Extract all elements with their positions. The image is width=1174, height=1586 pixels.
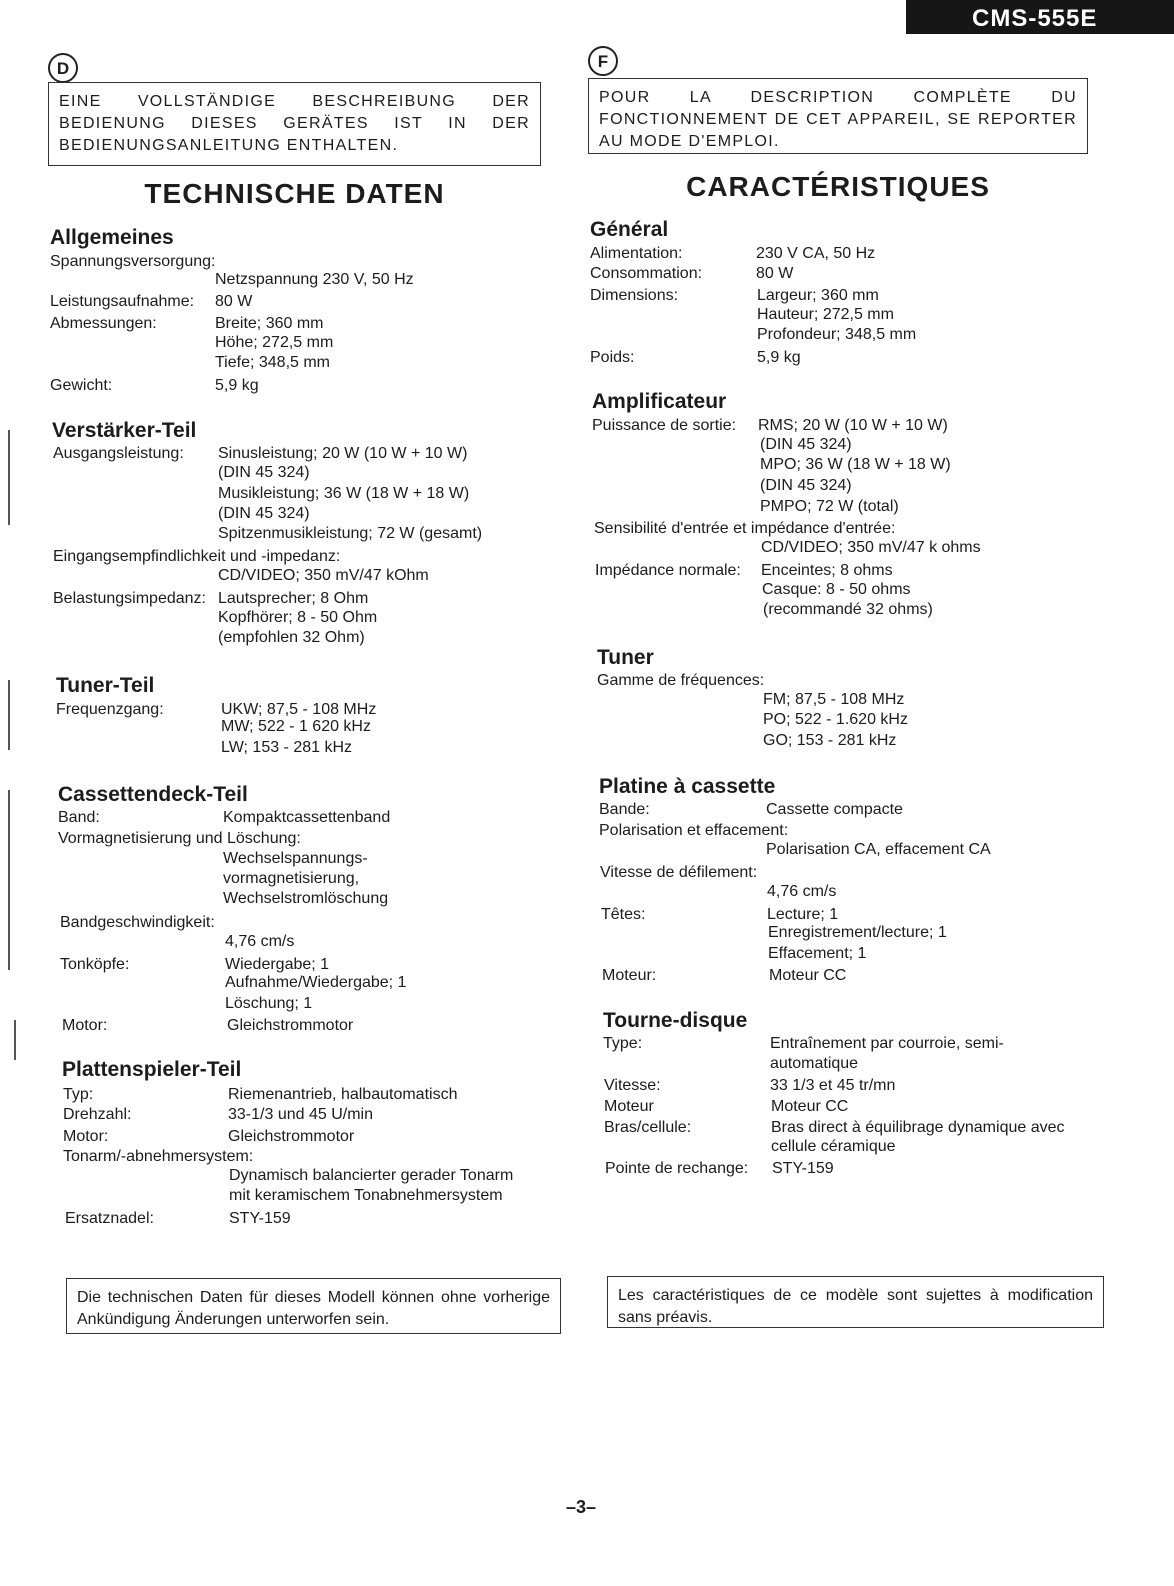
spec-label: Motor: [62,1017,108,1034]
spec-value: Riemenantrieb, halbautomatisch [228,1086,458,1103]
spec-value: Bras direct à équilibrage dynamique avec [771,1119,1065,1136]
section-heading-turntable: Tourne-disque [603,1009,748,1032]
scan-edge-mark [8,790,10,970]
spec-value: MPO; 36 W (18 W + 18 W) [760,456,951,473]
spec-value: STY-159 [229,1210,291,1227]
spec-change-notice: Die technischen Daten für dieses Modell können ohne vorherige Ankündigung Änderungen unterworfen sein. [66,1278,561,1334]
spec-label: Dimensions: [590,287,679,304]
spec-value: Polarisation CA, effacement CA [766,841,991,858]
spec-value: Entraînement par courroie, semi- [770,1035,1004,1052]
section-heading-amplifier: Amplificateur [592,390,727,413]
spec-label: Vitesse de défilement: [600,864,758,881]
spec-label: Ausgangsleistung: [53,445,184,462]
spec-value: (DIN 45 324) [760,436,852,453]
section-heading-cassette: Platine à cassette [599,775,776,798]
spec-value: Moteur CC [769,967,847,984]
spec-label: Polarisation et effacement: [599,822,789,839]
spec-value: Wechselspannungs- [223,850,368,867]
language-marker-f: F [588,46,618,76]
spec-value: 5,9 kg [215,377,259,394]
spec-label: Moteur [604,1098,654,1115]
spec-value: 4,76 cm/s [767,883,837,900]
scan-edge-mark [8,430,10,525]
spec-value: Tiefe; 348,5 mm [215,354,331,371]
spec-value: Netzspannung 230 V, 50 Hz [215,271,414,288]
section-heading-turntable: Plattenspieler-Teil [62,1058,242,1081]
spec-change-notice: Les caractéristiques de ce modèle sont sujettes à modification sans préavis. [607,1276,1104,1328]
model-number: CMS-555E [972,5,1098,32]
section-heading-general: Allgemeines [50,226,174,249]
section-heading-amplifier: Verstärker-Teil [52,419,197,442]
spec-label: Poids: [590,349,635,366]
spec-value: cellule céramique [771,1138,896,1155]
spec-value: PMPO; 72 W (total) [760,498,899,515]
spec-value: Gleichstrommotor [228,1128,355,1145]
spec-value: MW; 522 - 1 620 kHz [221,718,371,735]
spec-value: Enregistrement/lecture; 1 [768,924,947,941]
spec-value: (empfohlen 32 Ohm) [218,629,365,646]
spec-value: FM; 87,5 - 108 MHz [763,691,905,708]
spec-label: Bande: [599,801,650,818]
spec-value: STY-159 [772,1160,834,1177]
spec-value: 80 W [215,293,253,310]
spec-label: Tonarm/-abnehmersystem: [63,1148,254,1165]
section-heading-tuner: Tuner-Teil [56,674,155,697]
spec-label: Moteur: [602,967,657,984]
spec-label: Eingangsempfindlichkeit und -impedanz: [53,548,341,565]
spec-label: Drehzahl: [63,1106,132,1123]
spec-value: CD/VIDEO; 350 mV/47 kOhm [218,567,429,584]
scan-edge-mark [8,680,10,750]
spec-value: CD/VIDEO; 350 mV/47 k ohms [761,539,981,556]
operation-notice-box: EINE VOLLSTÄNDIGE BESCHREIBUNG DER BEDIENUNG DIESES GERÄTES IST IN DER BEDIENUNGSANLEITUNG ENTHALTEN. [48,82,541,166]
spec-value: Musikleistung; 36 W (18 W + 18 W) [218,485,470,502]
spec-value: Hauteur; 272,5 mm [757,306,894,323]
spec-value: Sinusleistung; 20 W (10 W + 10 W) [218,445,468,462]
spec-value: 80 W [756,265,794,282]
spec-label: Têtes: [601,906,646,923]
spec-value: Effacement; 1 [768,945,867,962]
spec-label: Puissance de sortie: [592,417,737,434]
page-title: TECHNISCHE DATEN [144,178,445,209]
spec-label: Belastungsimpedanz: [53,590,206,607]
spec-value: RMS; 20 W (10 W + 10 W) [758,417,948,434]
section-heading-tuner: Tuner [597,646,654,669]
spec-label: Vitesse: [604,1077,661,1094]
spec-label: Frequenzgang: [56,701,164,718]
spec-label: Leistungsaufnahme: [50,293,195,310]
spec-label: Type: [603,1035,643,1052]
spec-value: 33 1/3 et 45 tr/mn [770,1077,896,1094]
spec-value: Wiedergabe; 1 [225,956,330,973]
spec-label: Gamme de fréquences: [597,672,765,689]
spec-value: PO; 522 - 1.620 kHz [763,711,908,728]
spec-value: Löschung; 1 [225,995,313,1012]
spec-value: Enceintes; 8 ohms [761,562,893,579]
spec-label: Vormagnetisierung und Löschung: [58,830,301,847]
spec-label: Abmessungen: [50,315,157,332]
spec-value: UKW; 87,5 - 108 MHz [221,701,377,718]
spec-label: Bras/cellule: [604,1119,692,1136]
spec-value: 5,9 kg [757,349,801,366]
operation-notice-box: POUR LA DESCRIPTION COMPLÈTE DU FONCTIONNEMENT DE CET APPAREIL, SE REPORTER AU MODE D'EMPLOI. [588,78,1088,154]
spec-value: 4,76 cm/s [225,933,295,950]
spec-value: 230 V CA, 50 Hz [756,245,876,262]
section-heading-general: Général [590,218,669,241]
section-heading-cassette: Cassettendeck-Teil [58,783,248,806]
spec-value: LW; 153 - 281 kHz [221,739,353,756]
spec-value: vormagnetisierung, [223,870,360,887]
spec-value: Aufnahme/Wiedergabe; 1 [225,974,407,991]
spec-value: (DIN 45 324) [760,477,852,494]
language-marker-d: D [48,53,78,83]
spec-value: Profondeur; 348,5 mm [757,326,917,343]
spec-value: Casque: 8 - 50 ohms [762,581,911,598]
spec-label: Sensibilité d'entrée et impédance d'entrée: [594,520,896,537]
spec-value: 33-1/3 und 45 U/min [228,1106,373,1123]
spec-label: Ersatznadel: [65,1210,154,1227]
spec-value: Breite; 360 mm [215,315,324,332]
spec-value: Kopfhörer; 8 - 50 Ohm [218,609,378,626]
spec-value: (DIN 45 324) [218,464,310,481]
page-number: –3– [566,1497,597,1517]
spec-value: Spitzenmusikleistung; 72 W (gesamt) [218,525,483,542]
spec-label: Typ: [63,1086,94,1103]
spec-value: Höhe; 272,5 mm [215,334,334,351]
spec-value: Lecture; 1 [767,906,839,923]
spec-value: Dynamisch balancierter gerader Tonarm [229,1167,514,1184]
spec-value: Moteur CC [771,1098,849,1115]
scan-edge-mark [14,1020,16,1060]
page-title: CARACTÉRISTIQUES [686,171,990,202]
spec-value: automatique [770,1055,859,1072]
spec-value: Lautsprecher; 8 Ohm [218,590,369,607]
spec-value: Wechselstromlöschung [223,890,389,907]
spec-value: GO; 153 - 281 kHz [763,732,897,749]
spec-value: mit keramischem Tonabnehmersystem [229,1187,503,1204]
spec-value: Gleichstrommotor [227,1017,354,1034]
spec-value: (DIN 45 324) [218,505,310,522]
spec-label: Tonköpfe: [60,956,130,973]
spec-label: Bandgeschwindigkeit: [60,914,215,931]
spec-label: Alimentation: [590,245,683,262]
spec-label: Band: [58,809,100,826]
model-tab [906,0,1174,34]
spec-value: Largeur; 360 mm [757,287,879,304]
spec-label: Consommation: [590,265,703,282]
spec-value: Kompaktcassettenband [223,809,391,826]
spec-label: Pointe de rechange: [605,1160,749,1177]
spec-value: Cassette compacte [766,801,903,818]
spec-label: Motor: [63,1128,109,1145]
spec-label: Gewicht: [50,377,113,394]
spec-label: Spannungsversorgung: [50,253,216,270]
spec-label: Impédance normale: [595,562,741,579]
spec-value: (recommandé 32 ohms) [763,601,933,618]
